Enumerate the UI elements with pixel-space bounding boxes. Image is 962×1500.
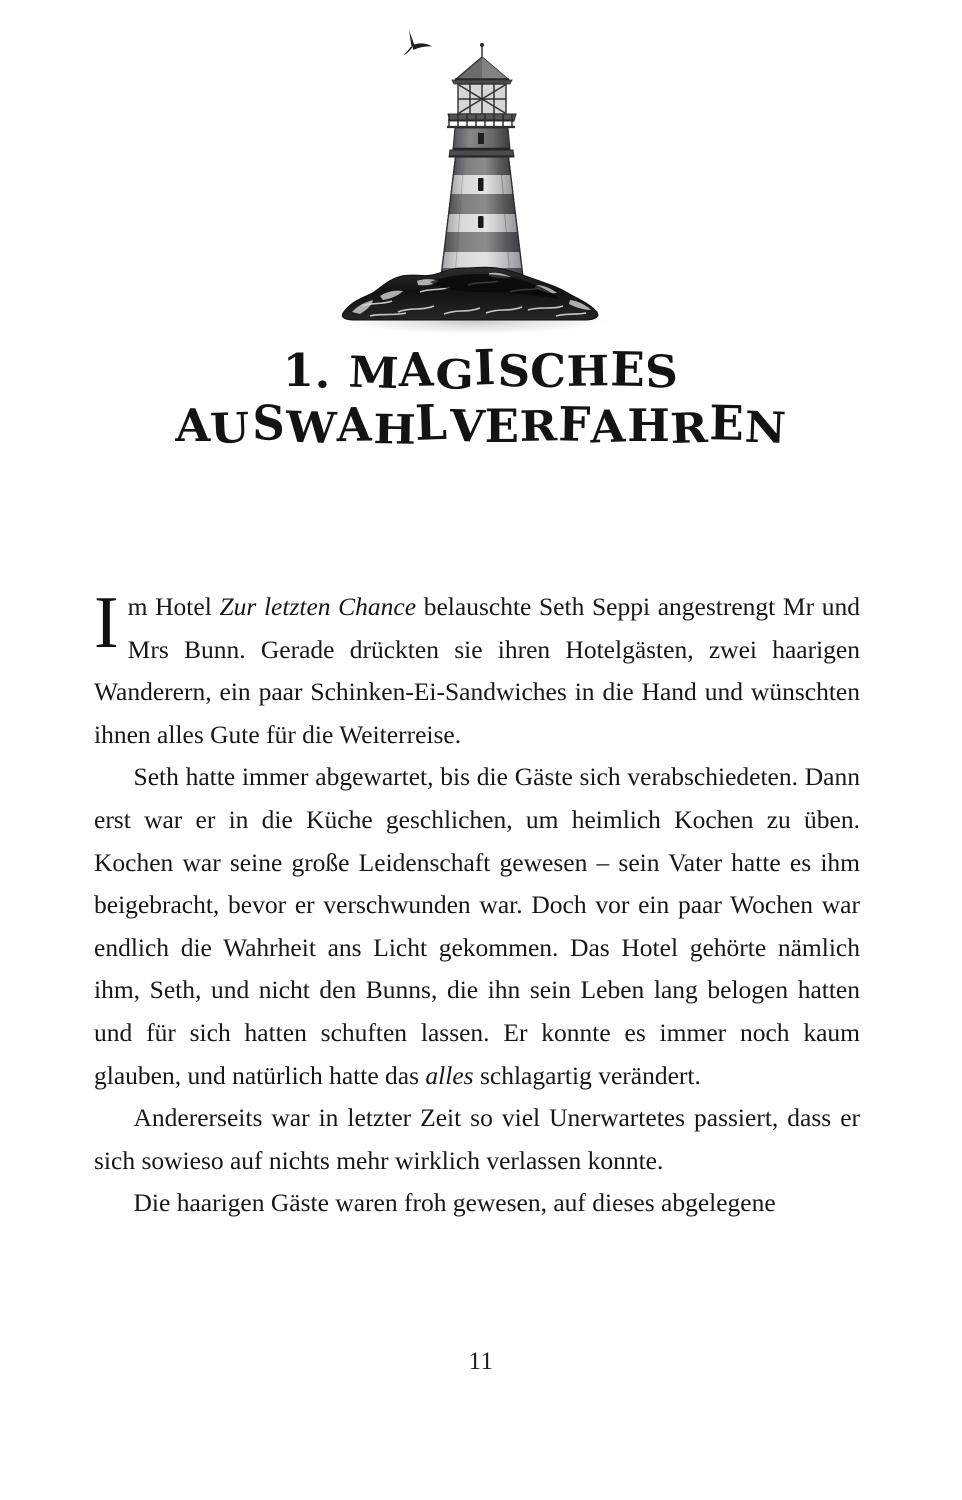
tower-window-upper	[478, 178, 484, 191]
stripe-light-3	[442, 252, 521, 268]
stripe-dark-3	[444, 232, 520, 252]
drop-cap: I	[94, 582, 119, 664]
chapter-title-line-1: 1. MAGISCHES	[282, 338, 680, 399]
italic-text: alles	[425, 1060, 474, 1090]
italic-text: Zur letzten Chance	[219, 592, 417, 621]
stripe-dark-2	[449, 194, 516, 214]
stripe-dark-1	[453, 157, 510, 175]
body-text-run: belauschte Seth Seppi angestrengt Mr und Mrs Bunn. Gerade drückten sie ihren Hotelgästen, zwei haarigen Wanderern, ein paar Schinken-Ei-Sandwiches in die Hand und wünschten ihnen alles Gute für die Weiterreise.	[94, 592, 860, 749]
body-paragraph	[94, 582, 860, 756]
body-text-run: Die haarigen Gäste waren froh gewesen, auf dieses abgelegene	[133, 1188, 776, 1218]
tower-window-lower	[478, 216, 484, 228]
body-text-run: schlagartig verändert.	[473, 1060, 701, 1090]
chapter-title	[0, 338, 962, 454]
lantern-glazing-bars	[458, 84, 506, 114]
body-paragraph	[94, 1182, 860, 1225]
rock-base	[342, 267, 598, 320]
page-number: 11	[468, 1348, 494, 1375]
body-text-run: Seth hatte immer abgewartet, bis die Gäste sich verabschiedeten. Dann erst war er in die Küche geschlichen, um heimlich Kochen zu üben. Kochen war seine große Leidenschaft gewesen – sein Vater hatte es ihm beigebracht, bevor er verschwunden war. Doch vor ein paar Wochen war endlich die Wahrheit ans Licht gekommen. Das Hotel gehörte nämlich ihm, Seth, und nicht den Bunns, die ihn sein Leben lang belogen hatten und für sich hatten schuften lassen. Er konnte es immer noch kaum glauben, und natürlich hatte das	[94, 762, 860, 1090]
chapter-illustration	[0, 0, 962, 345]
body-paragraph	[94, 756, 860, 1097]
seagull-icon	[404, 30, 433, 56]
body-text-run: Andererseits war in letzter Zeit so viel Unerwartetes passiert, dass er sich sowieso auf nichts mehr wirklich verlassen konnte.	[94, 1103, 860, 1175]
chapter-title-line-2: AUSWAHLVERFAHREN	[175, 393, 789, 454]
body-text-run: m Hotel	[127, 592, 220, 621]
body-text	[94, 582, 860, 1225]
body-paragraph	[94, 1097, 860, 1182]
